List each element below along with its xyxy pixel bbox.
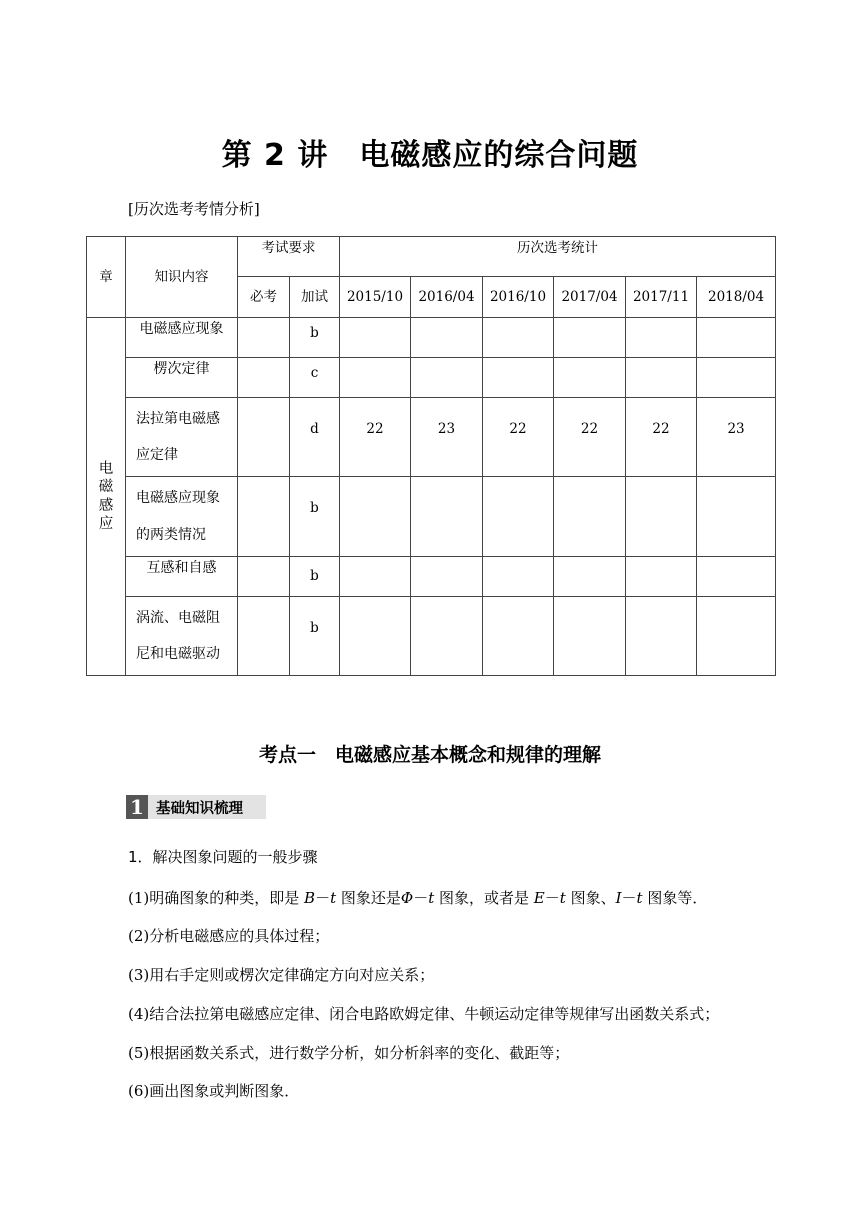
topic-cell: 楞次定律 [126,358,238,398]
extra-cell: b [290,557,340,597]
section-title: 考点一 电磁感应基本概念和规律的理解 [258,744,601,766]
stat-cell [340,358,411,398]
table-row [87,477,776,557]
stat-cell: 22 [483,398,554,477]
required-cell [238,398,290,477]
stat-cell [483,597,554,676]
table-row [87,358,776,398]
stat-cell [483,318,554,358]
year-header: 2016/04 [411,277,483,318]
topic-line: 法拉第电磁感 [136,410,220,427]
header-requirement: 考试要求 [238,237,340,277]
text-run: 图象、 [565,889,616,907]
stat-cell [697,358,776,398]
stat-cell [483,477,554,557]
year-header: 2017/11 [626,277,697,318]
text-run: － [413,889,429,907]
stat-cell [697,318,776,358]
text-run: － [544,889,560,907]
stat-cell [411,597,483,676]
stat-cell [411,557,483,597]
stat-cell [626,318,697,358]
header-chapter: 章 [87,237,126,318]
topic-line: 涡流、电磁阻 [136,609,220,626]
required-cell [238,557,290,597]
header-required: 必考 [238,277,290,318]
math-var: t [330,889,337,907]
banner-number: 1 [126,795,148,819]
math-var: t [559,889,566,907]
stat-cell [483,557,554,597]
stat-cell: 22 [554,398,626,477]
subheading: 1．解决图象问题的一般步骤 [128,848,318,866]
step-2: (2)分析电磁感应的具体过程； [128,927,330,945]
stat-cell [411,318,483,358]
chapter-char: 电 [98,461,114,478]
stat-cell [697,597,776,676]
math-var: B [304,889,316,907]
text-run: － [315,889,331,907]
required-cell [238,477,290,557]
topic-cell [126,398,238,477]
topic-cell [126,477,238,557]
topic-line: 尼和电磁驱动 [136,646,220,662]
text-run: 图象，或者是 [434,889,534,907]
required-cell [238,358,290,398]
extra-cell: b [290,318,340,358]
section-banner [126,795,266,819]
year-header: 2018/04 [697,277,776,318]
stat-cell [626,477,697,557]
stat-cell [626,597,697,676]
required-cell [238,318,290,358]
exam-stats-table [86,236,776,676]
math-var: I [615,889,622,907]
extra-cell: c [290,358,340,398]
year-header: 2015/10 [340,277,411,318]
math-var: t [428,889,435,907]
topic-line: 电磁感应现象 [136,490,220,507]
stat-cell [626,358,697,398]
stat-cell [554,358,626,398]
stat-cell [340,318,411,358]
step-4: (4)结合法拉第电磁感应定律、闭合电路欧姆定律、牛顿运动定律等规律写出函数关系式； [128,1005,720,1023]
stat-cell [697,477,776,557]
stat-cell [697,557,776,597]
topic-cell [126,597,238,676]
stat-cell [483,358,554,398]
math-var: t [636,889,643,907]
table-row [87,557,776,597]
stat-cell [340,597,411,676]
stat-cell [340,557,411,597]
chapter-char: 感 [98,497,114,514]
step-3: (3)用右手定则或楞次定律确定方向对应关系； [128,966,435,984]
step-6: (6)画出图象或判断图象． [128,1082,300,1100]
header-stats: 历次选考统计 [340,237,776,277]
chapter-cell [87,318,126,676]
topic-cell: 互感和自感 [126,557,238,597]
stat-cell [340,477,411,557]
table-row [87,597,776,676]
chapter-char: 应 [98,515,114,532]
table-row [87,318,776,358]
year-header: 2016/10 [483,277,554,318]
text-run: 图象等． [642,889,708,907]
required-cell [238,597,290,676]
text-run: － [621,889,637,907]
header-content: 知识内容 [126,237,238,318]
extra-cell: b [290,597,340,676]
topic-line: 应定律 [136,447,178,463]
page-title: 第 2 讲 电磁感应的综合问题 [221,138,639,173]
text-run: (1)明确图象的种类，即是 [128,889,305,907]
math-var: Φ [400,889,414,907]
table-caption: [历次选考考情分析] [128,200,260,218]
stat-cell [411,477,483,557]
stat-cell: 22 [340,398,411,477]
stat-cell: 22 [626,398,697,477]
stat-cell [626,557,697,597]
step-1 [128,887,707,908]
header-extra: 加试 [290,277,340,318]
extra-cell: b [290,477,340,557]
topic-line: 的两类情况 [136,526,206,543]
table-row [87,398,776,477]
stat-cell [554,557,626,597]
extra-cell: d [290,398,340,477]
year-header: 2017/04 [554,277,626,318]
stat-cell: 23 [697,398,776,477]
stat-cell: 23 [411,398,483,477]
topic-cell: 电磁感应现象 [126,318,238,358]
banner-label: 基础知识梳理 [156,800,243,817]
step-5: (5)根据函数关系式，进行数学分析，如分析斜率的变化、截距等； [128,1044,570,1062]
stat-cell [554,477,626,557]
stat-cell [554,318,626,358]
stat-cell [554,597,626,676]
chapter-char: 磁 [98,479,114,496]
math-var: E [533,889,545,907]
text-run: 图象还是 [336,889,401,907]
stat-cell [411,358,483,398]
